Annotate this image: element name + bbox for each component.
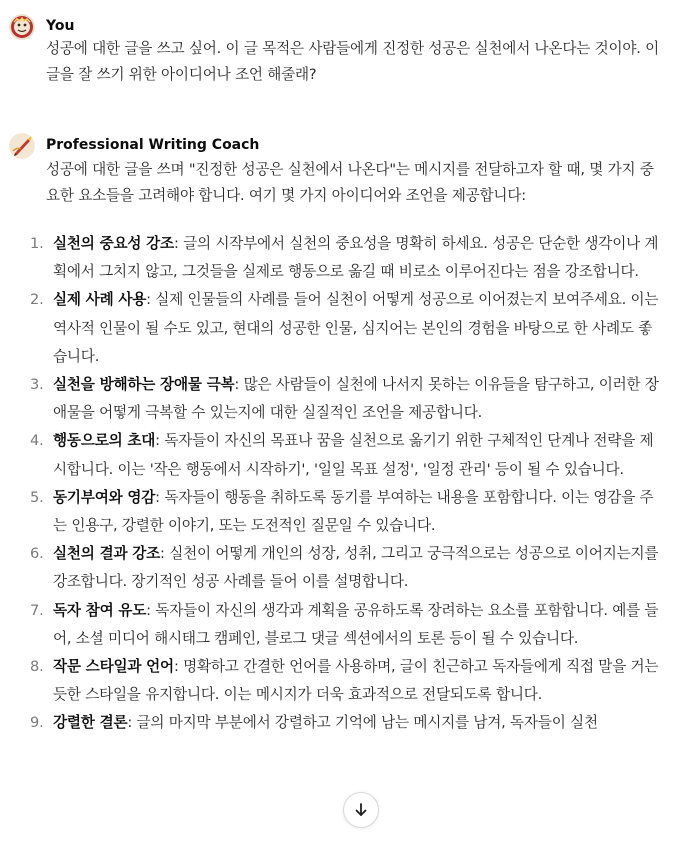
list-item-number: 6. [30,545,44,563]
user-avatar-icon [9,14,35,40]
list-item-number: 7. [30,601,44,619]
assistant-author-name: Professional Writing Coach [46,137,260,153]
advice-list [24,230,664,738]
arrow-down-icon [353,802,369,818]
list-item [24,540,664,596]
list-item [24,371,664,427]
list-item-number: 1. [30,235,44,252]
list-item-number: 8. [30,658,44,676]
list-item-title: 강렬한 결론 [53,714,128,732]
list-item [24,653,664,709]
list-item-title: 동기부여와 영감 [53,488,156,506]
scroll-to-bottom-button[interactable] [343,792,379,828]
list-item [24,230,664,286]
list-item-number: 2. [30,291,44,309]
assistant-intro-text: 성공에 대한 글을 쓰며 "진정한 성공은 실천에서 나온다"는 메시지를 전달하고자 할 때, 몇 가지 중요한 요소들을 고려해야 합니다. 여기 몇 가지 아이디어와 조언을 제공합니다: [46,161,654,204]
user-author-name: You [46,18,75,34]
user-message-text: 성공에 대한 글을 쓰고 싶어. 이 글 목적은 사람들에게 진정한 성공은 실천에서 나온다는 것이야. 이 글을 잘 쓰기 위한 아이디어나 조언 해줄래? [46,40,660,83]
list-item-title: 실천의 결과 강조 [53,545,161,563]
list-item-text: : 실제 인물들의 사례를 들어 실천이 어떻게 성공으로 이어졌는지 보여주세요. 이는 역사적 인물이 될 수도 있고, 현대의 성공한 인물, 심지어는 본인의 경험을 바탕으로 한 사례도 좋습니다. [53,291,659,365]
list-item-text: : 글의 시작부에서 실천의 중요성을 명확히 하세요. 성공은 단순한 생각이나 계획에서 그치지 않고, 그것들을 실제로 행동으로 옮길 때 비로소 이루어진다는 점을 강조합니다. [53,235,659,281]
list-item-number: 4. [30,432,44,450]
list-item-number: 5. [30,488,44,506]
list-item [24,597,664,653]
list-item-text: : 실천이 어떻게 개인의 성장, 성취, 그리고 궁극적으로는 성공으로 이어지는지를 강조합니다. 장기적인 성공 사례를 들어 이를 설명합니다. [53,545,659,591]
list-item [24,709,664,737]
list-item-text: : 많은 사람들이 실천에 나서지 못하는 이유들을 탐구하고, 이러한 장애물을 어떻게 극복할 수 있는지에 대한 실질적인 조언을 제공합니다. [53,376,659,422]
list-item-text: : 명확하고 간결한 언어를 사용하며, 글이 친근하고 독자들에게 직접 말을 거는 듯한 스타일을 유지합니다. 이는 메시지가 더욱 효과적으로 전달되도록 합니다. [53,658,659,704]
list-item-title: 행동으로의 초대 [53,432,156,450]
list-item-text: : 글의 마지막 부분에서 강렬하고 기억에 남는 메시지를 남겨, 독자들이 실천 [127,714,598,732]
list-item [24,286,664,371]
writing-coach-avatar-icon [9,133,35,159]
list-item [24,427,664,483]
list-item-title: 독자 참여 유도 [53,601,147,619]
list-item-text: : 독자들이 자신의 목표나 꿈을 실천으로 옮기기 위한 구체적인 단계나 전략을 제시합니다. 이는 '작은 행동에서 시작하기', '일일 목표 설정', '일정 관리' 등이 될 수 있습니다. [53,432,654,478]
list-item-number: 9. [30,714,44,732]
list-item-text: : 독자들이 자신의 생각과 계획을 공유하도록 장려하는 요소를 포함합니다. 예를 들어, 소셜 미디어 해시태그 캠페인, 블로그 댓글 섹션에서의 토론 등이 될 수 있습니다. [53,601,659,647]
list-item-title: 작문 스타일과 언어 [53,658,174,676]
list-item-title: 실천을 방해하는 장애물 극복 [53,376,235,394]
list-item-number: 3. [30,376,44,394]
list-item [24,484,664,540]
list-item-title: 실제 사례 사용 [53,291,147,309]
list-item-title: 실천의 중요성 강조 [53,235,174,252]
list-item-text: : 독자들이 행동을 취하도록 동기를 부여하는 내용을 포함합니다. 이는 영감을 주는 인용구, 강렬한 이야기, 또는 도전적인 질문일 수 있습니다. [53,488,654,535]
